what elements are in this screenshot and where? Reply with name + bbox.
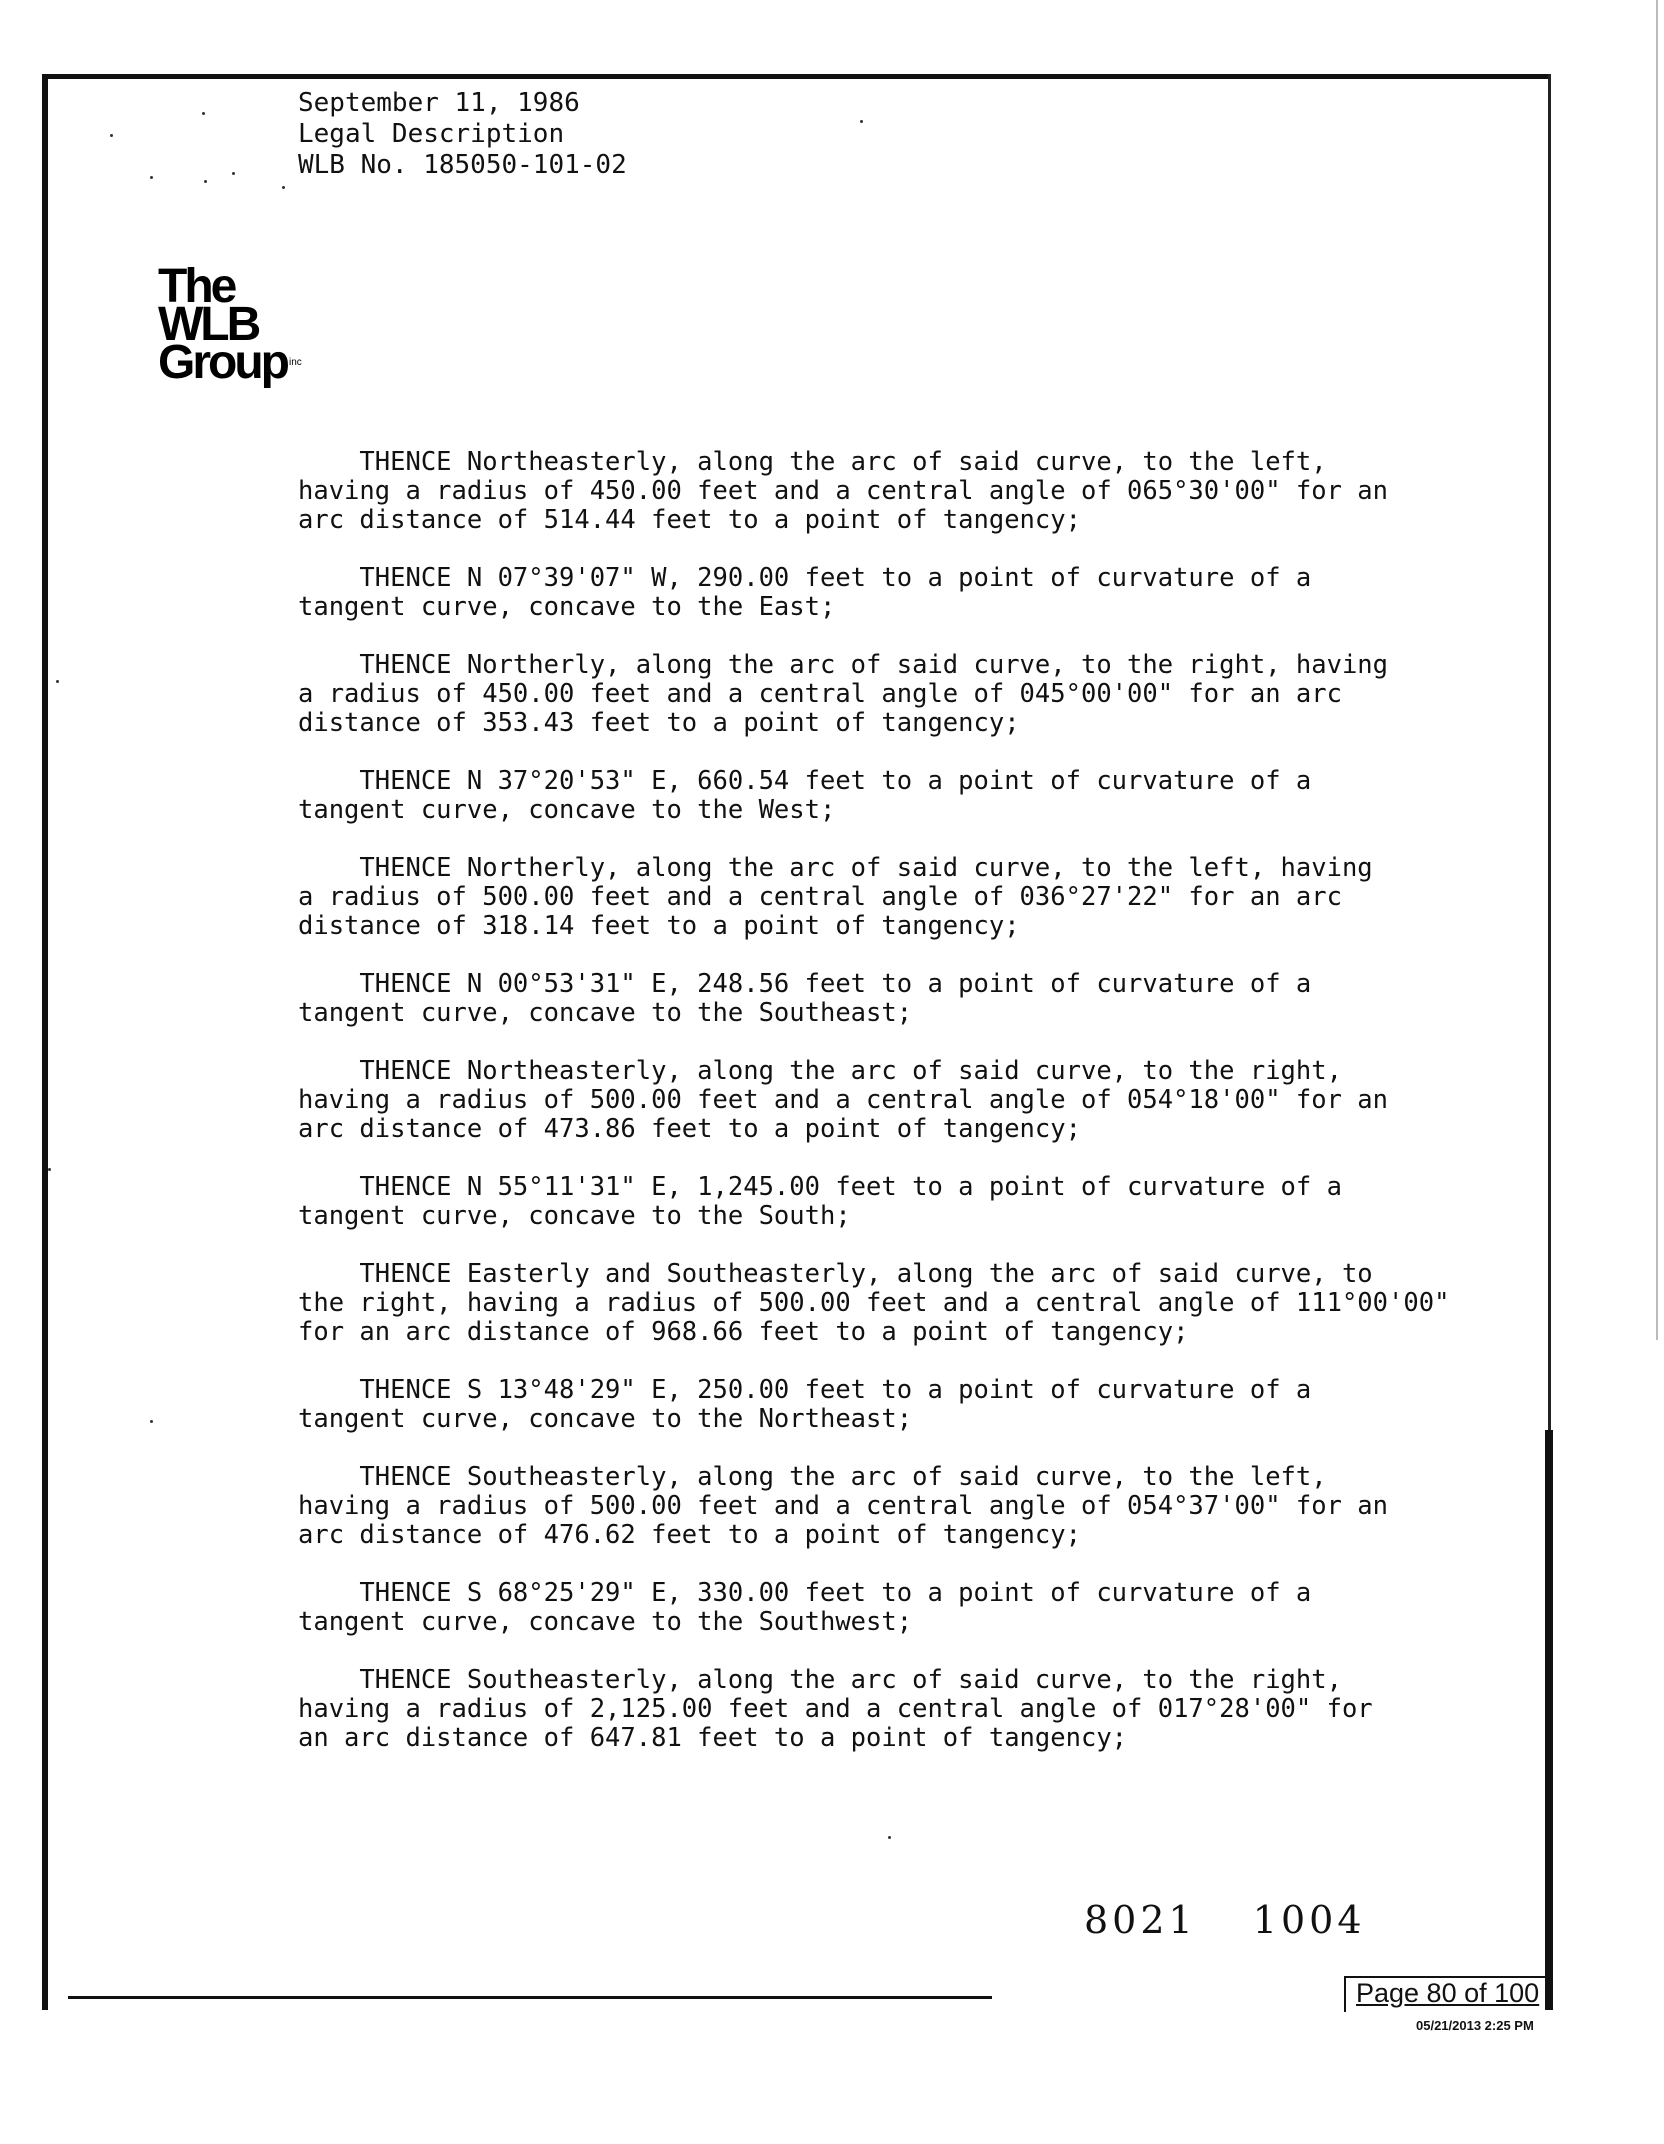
scan-frame-left <box>42 74 48 2010</box>
legal-paragraph <box>298 1666 1398 1753</box>
recording-reference: 8021 1004 <box>1084 1898 1366 1942</box>
paragraph-line: THENCE Southeasterly, along the arc of said curve, to the right, <box>298 1665 1342 1695</box>
paragraph-line: the right, having a radius of 500.00 feet and a central angle of 111°00'00" <box>298 1288 1450 1318</box>
legal-paragraph <box>298 448 1398 535</box>
scan-speck <box>282 186 285 189</box>
legal-paragraph <box>298 1376 1398 1434</box>
scan-speck <box>150 1420 153 1423</box>
paragraph-line: arc distance of 473.86 feet to a point of tangency; <box>298 1114 1081 1144</box>
scan-speck <box>204 180 207 183</box>
paragraph-line: having a radius of 450.00 feet and a central angle of 065°30'00" for an <box>298 476 1389 506</box>
paragraph-line: THENCE N 37°20'53" E, 660.54 feet to a point of curvature of a <box>298 766 1312 796</box>
legal-description-body <box>298 447 1450 1782</box>
scan-speck <box>202 112 205 115</box>
wlb-group-logo: The WLB Group inc <box>158 260 302 389</box>
legal-paragraph <box>298 767 1398 825</box>
paragraph-line: distance of 353.43 feet to a point of tangency; <box>298 708 1020 738</box>
legal-paragraph <box>298 854 1398 941</box>
paragraph-line: tangent curve, concave to the West; <box>298 795 836 825</box>
paragraph-line: a radius of 500.00 feet and a central angle of 036°27'22" for an arc <box>298 882 1342 912</box>
footer-rule <box>68 1996 992 1999</box>
scan-frame-right-thick <box>1545 1430 1553 2010</box>
paragraph-line: an arc distance of 647.81 feet to a point of tangency; <box>298 1723 1128 1753</box>
legal-paragraph <box>298 1173 1398 1231</box>
header-title: Legal Description <box>298 119 565 149</box>
legal-paragraph <box>298 1259 1450 1347</box>
paragraph-line: distance of 318.14 feet to a point of tangency; <box>298 911 1020 941</box>
scan-speck <box>110 134 113 137</box>
paragraph-line: for an arc distance of 968.66 feet to a point of tangency; <box>298 1317 1189 1347</box>
paragraph-line: THENCE N 07°39'07" W, 290.00 feet to a point of curvature of a <box>298 563 1312 593</box>
scan-speck <box>232 172 235 175</box>
paragraph-line: a radius of 450.00 feet and a central angle of 045°00'00" for an arc <box>298 679 1342 709</box>
paragraph-line: having a radius of 500.00 feet and a central angle of 054°18'00" for an <box>298 1085 1389 1115</box>
paragraph-line: THENCE Easterly and Southeasterly, along the arc of said curve, to <box>298 1259 1373 1289</box>
header-wlb-number: WLB No. 185050-101-02 <box>298 150 627 180</box>
scan-speck <box>888 1836 891 1839</box>
legal-paragraph <box>298 1579 1398 1637</box>
paragraph-line: arc distance of 514.44 feet to a point of tangency; <box>298 505 1081 535</box>
scan-speck <box>48 1168 51 1171</box>
paragraph-line: tangent curve, concave to the Southeast; <box>298 998 913 1028</box>
scan-speck <box>860 120 863 123</box>
paragraph-line: THENCE N 55°11'31" E, 1,245.00 feet to a point of curvature of a <box>298 1172 1342 1202</box>
paragraph-line: THENCE N 00°53'31" E, 248.56 feet to a point of curvature of a <box>298 969 1312 999</box>
paragraph-line: tangent curve, concave to the East; <box>298 592 836 622</box>
paragraph-line: having a radius of 2,125.00 feet and a central angle of 017°28'00" for <box>298 1694 1373 1724</box>
paragraph-line: having a radius of 500.00 feet and a central angle of 054°37'00" for an <box>298 1491 1389 1521</box>
paragraph-line: THENCE Northeasterly, along the arc of said curve, to the right, <box>298 1056 1342 1086</box>
header-date: September 11, 1986 <box>298 88 580 118</box>
scan-edge <box>1656 0 1658 1340</box>
paragraph-line: tangent curve, concave to the Southwest; <box>298 1607 913 1637</box>
page-label: Page 80 of 100 <box>1356 1978 1540 2008</box>
document-header <box>298 88 627 181</box>
paragraph-line: THENCE Northerly, along the arc of said curve, to the right, having <box>298 650 1389 680</box>
legal-paragraph <box>298 564 1398 622</box>
paragraph-line: THENCE S 68°25'29" E, 330.00 feet to a point of curvature of a <box>298 1578 1312 1608</box>
paragraph-line: THENCE Southeasterly, along the arc of said curve, to the left, <box>298 1462 1327 1492</box>
paragraph-line: THENCE S 13°48'29" E, 250.00 feet to a point of curvature of a <box>298 1375 1312 1405</box>
legal-paragraph <box>298 970 1398 1028</box>
paragraph-line: THENCE Northeasterly, along the arc of said curve, to the left, <box>298 447 1327 477</box>
scan-speck <box>56 680 59 683</box>
legal-paragraph <box>298 1463 1398 1550</box>
legal-paragraph <box>298 1057 1398 1144</box>
legal-paragraph <box>298 651 1398 738</box>
paragraph-line: THENCE Northerly, along the arc of said curve, to the left, having <box>298 853 1373 883</box>
paragraph-line: tangent curve, concave to the Northeast; <box>298 1404 913 1434</box>
paragraph-line: arc distance of 476.62 feet to a point of tangency; <box>298 1520 1081 1550</box>
paragraph-line: tangent curve, concave to the South; <box>298 1201 851 1231</box>
timestamp: 05/21/2013 2:25 PM <box>1416 2018 1534 2033</box>
scan-frame-top <box>42 74 1548 79</box>
scan-speck <box>150 176 153 179</box>
